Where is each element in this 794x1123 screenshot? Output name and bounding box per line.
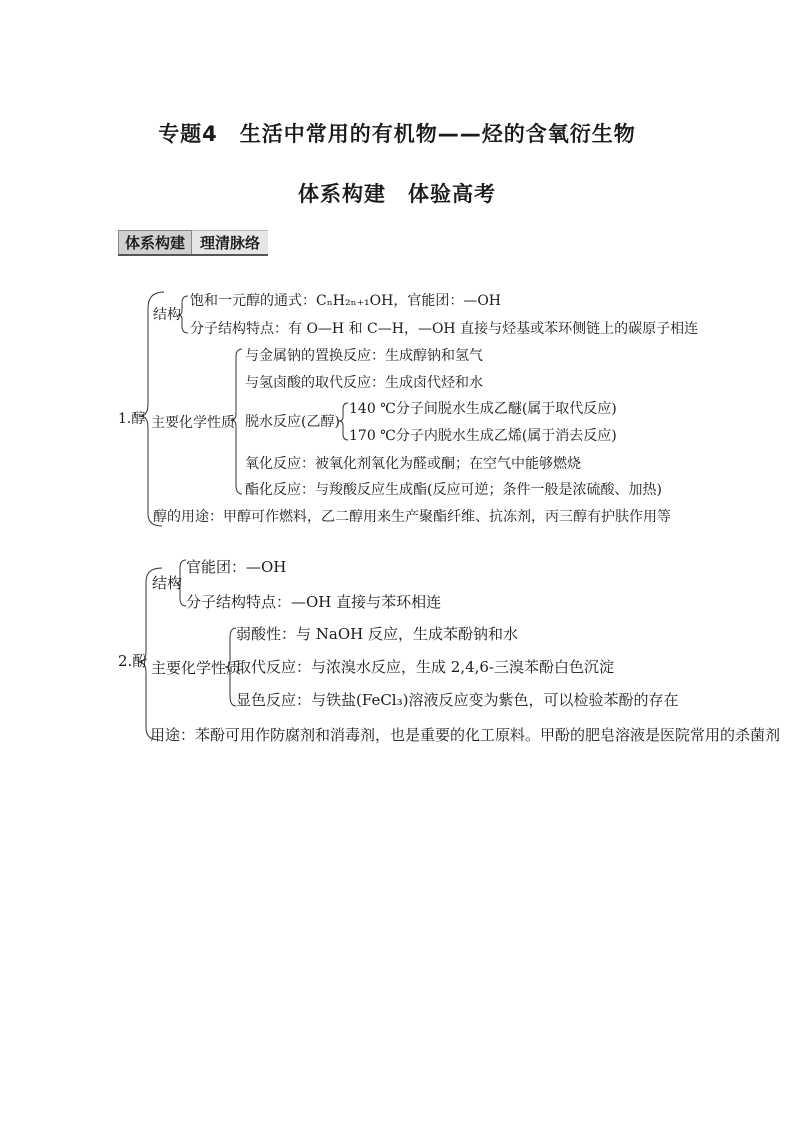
alcohol-property-item: 氧化反应：被氧化剂氧化为醛或酮；在空气中能够燃烧	[245, 456, 581, 472]
alcohol-main-brace	[140, 292, 164, 526]
section-tag-primary: 体系构建	[118, 230, 192, 254]
phenol-structure-label: 结构	[152, 574, 183, 592]
dehydration-item: 170 ℃分子内脱水生成乙烯(属于消去反应)	[349, 428, 617, 444]
phenol-structure-item: 官能团：—OH	[186, 558, 287, 576]
phenol-structure-item: 分子结构特点：—OH 直接与苯环相连	[186, 593, 442, 611]
section-tag-secondary: 理清脉络	[192, 230, 268, 254]
alcohol-properties-label: 主要化学性质	[151, 415, 235, 431]
phenol-usage: 用途：苯酚可用作防腐剂和消毒剂，也是重要的化工原料。甲酚的肥皂溶液是医院常用的杀菌剂	[150, 726, 781, 744]
dehydration-label: 脱水反应(乙醇)	[245, 414, 340, 430]
alcohol-property-item: 酯化反应：与羧酸反应生成酯(反应可逆；条件一般是浓硫酸、加热)	[245, 482, 662, 498]
alcohol-structure-label: 结构	[153, 307, 181, 323]
phenol-properties-label: 主要化学性质	[151, 659, 242, 677]
alcohol-property-item: 与氢卤酸的取代反应：生成卤代烃和水	[245, 375, 483, 391]
dehydration-brace	[339, 403, 348, 440]
phenol-property-item: 取代反应：与浓溴水反应，生成 2,4,6-三溴苯酚白色沉淀	[236, 658, 615, 676]
alcohol-structure-item: 分子结构特点：有 O—H 和 C—H，—OH 直接与烃基或苯环侧链上的碳原子相连	[190, 321, 699, 337]
page-title: 专题4 生活中常用的有机物——烃的含氧衍生物	[158, 122, 636, 146]
phenol-property-item: 弱酸性：与 NaOH 反应，生成苯酚钠和水	[236, 625, 518, 643]
dehydration-item: 140 ℃分子间脱水生成乙醚(属于取代反应)	[349, 401, 617, 417]
alcohol-usage: 醇的用途：甲醇可作燃料，乙二醇用来生产聚酯纤维、抗冻剂，丙三醇有护肤作用等	[153, 509, 671, 525]
page-subtitle: 体系构建 体验高考	[298, 182, 496, 206]
phenol-property-item: 显色反应：与铁盐(FeCl₃)溶液反应变为紫色，可以检验苯酚的存在	[236, 691, 679, 709]
alcohol-property-item: 与金属钠的置换反应：生成醇钠和氢气	[245, 348, 483, 364]
alcohol-structure-item: 饱和一元醇的通式：CₙH₂ₙ₊₁OH，官能团：—OH	[190, 293, 502, 309]
phenol-label: 2.酚	[118, 652, 148, 670]
alcohol-label: 1.醇	[118, 411, 146, 427]
